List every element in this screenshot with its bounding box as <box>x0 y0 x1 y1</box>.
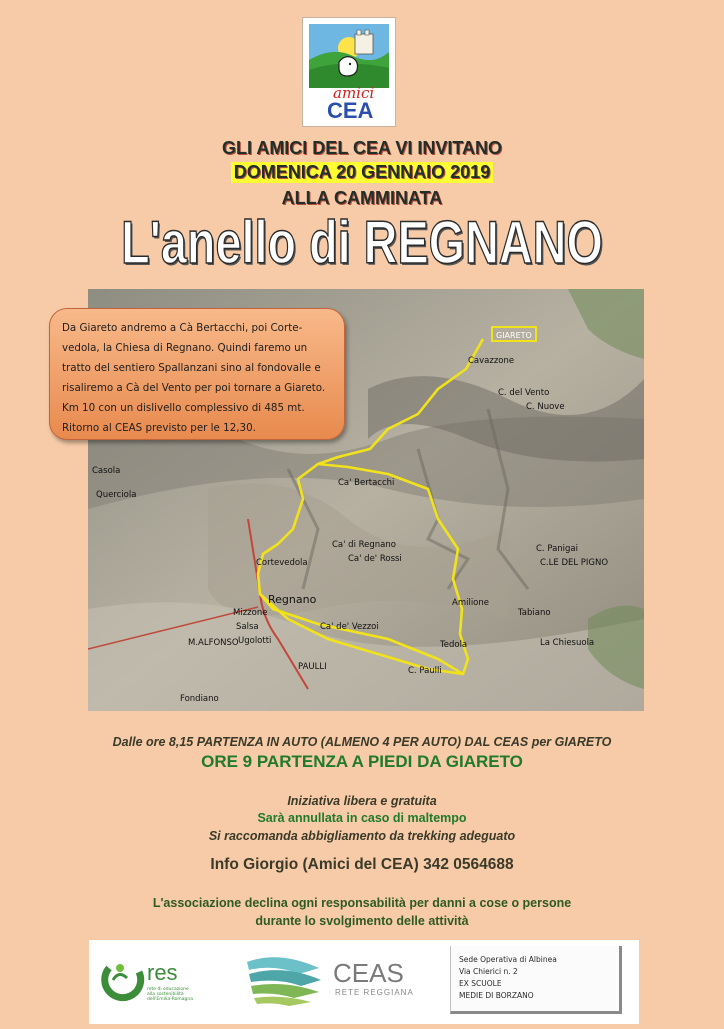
map-label-ca-del-vento: C. del Vento <box>498 388 550 398</box>
ceas-sub: RETE REGGIANA <box>335 988 414 997</box>
map-label-ca-nuove: C. Nuove <box>526 402 565 412</box>
ceas-logo <box>247 957 414 1006</box>
map-label-ca-de-vezzoi: Ca' de' Vezzoi <box>320 622 379 632</box>
map-label-tedola: Tedola <box>440 640 468 650</box>
res-logo <box>105 960 194 1002</box>
map-label-salsa: Salsa <box>236 622 259 632</box>
address-line-3: EX SCUOLE <box>459 979 502 988</box>
map-label-cortevedola: Cortevedola <box>256 558 308 568</box>
map-label-ca-bertacchi: Ca' Bertacchi <box>338 478 395 488</box>
map-label-regnano: Regnano <box>268 593 317 606</box>
map-label-c-paulli: C. Paulli <box>408 666 442 676</box>
map-label-tabiano: Tabiano <box>518 608 551 618</box>
logo-text-amici: amici <box>333 84 375 102</box>
map-label-ugolotti: Ugolotti <box>238 636 272 646</box>
map-label-c-panigai: C. Panigai <box>536 544 579 554</box>
map-label-ca-de-rossi: Ca' de' Rossi <box>348 554 402 564</box>
map-label-paulli: PAULLI <box>298 662 327 672</box>
map-label-m-alfonso: M.ALFONSO <box>188 638 239 648</box>
departure-car: Dalle ore 8,15 PARTENZA IN AUTO (ALMENO 4 PER AUTO) DAL CEAS per GIARETO <box>112 735 612 749</box>
event-subtitle: ALLA CAMMINATA <box>281 188 443 208</box>
amici-cea-logo <box>302 17 396 127</box>
address-line-4: MEDIE DI BORZANO <box>459 991 534 1000</box>
address-box <box>450 946 622 1014</box>
event-title: L'anello di REGNANO <box>121 209 603 276</box>
departure-walk: ORE 9 PARTENZA A PIEDI DA GIARETO <box>201 752 523 771</box>
res-sub-3: dell'Emilia-Romagna <box>147 997 194 1002</box>
description-callout: Da Giareto andremo a Cà Bertacchi, poi Corte-vedola, la Chiesa di Regnano. Quindi faremo un tratto del sentiero Spallanzani sino al fondovalle e risaliremo a Cà del Vento per poi tornare a Giareto. Km 10 con un dislivello complessivo di 485 mt. Ritorno al CEAS previsto per le 12,30. <box>49 308 345 440</box>
contact-info: Info Giorgio (Amici del CEA) 342 0564688 <box>210 856 514 873</box>
address-line-2: Via Chierici n. 2 <box>459 967 518 976</box>
note-weather: Sarà annullata in caso di maltempo <box>257 811 467 825</box>
res-sub-1: rete di educazione <box>147 987 189 992</box>
disclaimer-line-2: durante lo svolgimento delle attività <box>255 914 469 928</box>
map-label-fondiano: Fondiano <box>180 694 219 704</box>
logo-graphic <box>303 18 395 126</box>
res-name: res <box>147 960 178 985</box>
res-sub-2: alla sostenibilità <box>147 992 184 997</box>
disclaimer-line-1: L'associazione declina ogni responsabilità per danni a cose o persone <box>152 896 572 910</box>
map-label-amilione: Amilione <box>452 598 489 608</box>
map-label-la-chiesuola: La Chiesuola <box>540 638 595 648</box>
note-clothing: Si raccomanda abbigliamento da trekking adeguato <box>208 829 516 843</box>
invitation-heading: GLI AMICI DEL CEA VI INVITANO <box>221 138 502 158</box>
map-label-casola: Casola <box>92 466 121 476</box>
ceas-name: CEAS <box>333 958 404 988</box>
map-label-giareto: GIARETO <box>496 331 532 340</box>
map-label-querciola: Querciola <box>96 490 137 500</box>
logo-text-cea: CEA <box>327 98 374 123</box>
event-date: DOMENICA 20 GENNAIO 2019 <box>231 162 493 183</box>
map-label-mizzone: Mizzone <box>233 608 268 618</box>
address-line-1: Sede Operativa di Albinea <box>459 955 557 964</box>
map-label-ca-di-regnano: Ca' di Regnano <box>332 540 396 550</box>
note-free: Iniziativa libera e gratuita <box>287 794 437 808</box>
map-label-cavazzone: Cavazzone <box>468 356 515 366</box>
date-heading-wrap <box>0 162 724 183</box>
map-label-c-le-del-pigno: C.LE DEL PIGNO <box>540 558 609 568</box>
